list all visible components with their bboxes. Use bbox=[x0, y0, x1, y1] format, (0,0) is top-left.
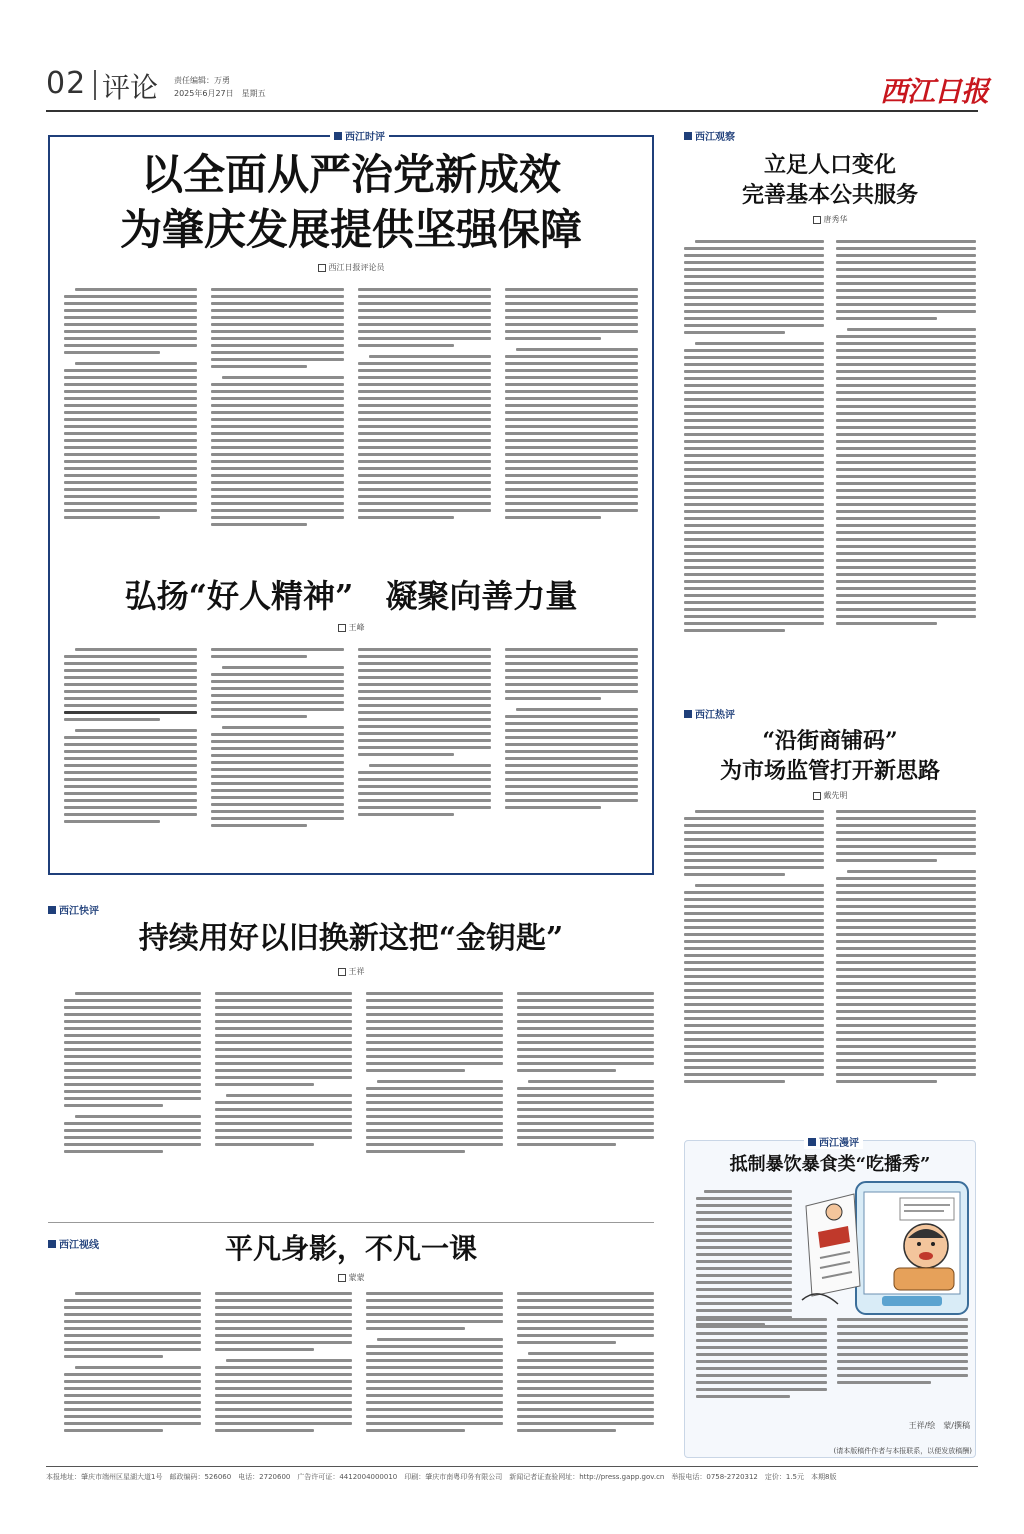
cartoon-headline: 抵制暴饮暴食类“吃播秀” bbox=[729, 1154, 931, 1175]
column-label: 西江视线 bbox=[59, 1240, 99, 1251]
tag-square-icon bbox=[808, 1138, 816, 1146]
lead-byline-text: 西江日报评论员 bbox=[328, 263, 385, 272]
article5-headline: 持续用好以旧换新这把“金钥匙” bbox=[138, 921, 564, 956]
article2-byline bbox=[60, 622, 642, 633]
tag-square-icon bbox=[48, 906, 56, 914]
tag-square-icon bbox=[684, 710, 692, 718]
byline-box-icon bbox=[338, 624, 346, 632]
article3-headline-line1: 立足人口变化 bbox=[763, 152, 896, 178]
text-column bbox=[64, 648, 197, 827]
tag-square-icon bbox=[48, 1240, 56, 1248]
column-tag bbox=[330, 128, 389, 143]
article3-byline bbox=[684, 214, 976, 225]
column-label: 西江快评 bbox=[59, 906, 99, 917]
text-column bbox=[215, 1292, 352, 1432]
article5-byline bbox=[60, 966, 642, 977]
paper-logo: 西江日报 bbox=[880, 75, 989, 108]
tag-square-icon bbox=[334, 132, 342, 140]
article3-body-text bbox=[684, 240, 976, 632]
column-label: 西江时评 bbox=[345, 132, 385, 143]
article2-body-text bbox=[64, 648, 638, 827]
column-tag bbox=[684, 128, 735, 143]
article5-body-text bbox=[64, 992, 654, 1153]
editor-line: 责任编辑：万勇 bbox=[174, 76, 230, 85]
article3-headline-line2: 完善基本公共服务 bbox=[741, 182, 918, 208]
text-column bbox=[505, 288, 638, 526]
column-tag bbox=[804, 1134, 863, 1149]
article4-headline-line1: “沿街商铺码” bbox=[762, 728, 898, 754]
article2-byline-text: 王峰 bbox=[348, 623, 365, 632]
byline-box-icon bbox=[813, 216, 821, 224]
text-column bbox=[684, 810, 824, 1083]
text-column bbox=[517, 992, 654, 1153]
column-tag bbox=[684, 706, 735, 721]
text-column bbox=[64, 1292, 201, 1432]
article4-byline-text: 戴先明 bbox=[823, 791, 848, 800]
footer-info: 本报地址：肇庆市端州区星湖大道1号 邮政编码：526060 电话：2720600 广告许可证：4412004000010 印刷：肇庆市南粤印务有限公司 新闻记者证查验网址：http://press.gapp.gov.cn 举报电话：0758-2720312 定价：1.5元 本期8版 bbox=[46, 1473, 837, 1481]
text-column bbox=[211, 288, 344, 526]
text-column bbox=[696, 1318, 827, 1398]
text-column bbox=[836, 810, 976, 1083]
column-label: 西江观察 bbox=[695, 132, 735, 143]
article6-body-text bbox=[64, 1292, 654, 1432]
text-column bbox=[837, 1318, 968, 1398]
text-column bbox=[505, 648, 638, 827]
article6-byline bbox=[60, 1272, 642, 1283]
text-column bbox=[358, 648, 491, 827]
lead-headline-line2: 为肇庆发展提供坚强保障 bbox=[119, 205, 582, 254]
text-column bbox=[696, 1190, 792, 1326]
article4-body-text bbox=[684, 810, 976, 1083]
text-column bbox=[215, 992, 352, 1153]
text-column bbox=[684, 240, 824, 632]
text-column bbox=[366, 992, 503, 1153]
text-column bbox=[64, 992, 201, 1153]
column-tag bbox=[48, 902, 99, 917]
article5-byline-text: 王祥 bbox=[348, 967, 365, 976]
date-line: 2025年6月27日 星期五 bbox=[174, 89, 266, 98]
cartoon-credit: (请本版稿件作者与本报联系，以便发放稿酬) bbox=[833, 1447, 972, 1455]
lead-byline bbox=[60, 262, 642, 273]
article6-headline: 平凡身影，不凡一课 bbox=[224, 1232, 477, 1265]
masthead-divider bbox=[94, 70, 96, 100]
byline-box-icon bbox=[338, 1274, 346, 1282]
lead-headline-line1: 以全面从严治党新成效 bbox=[140, 150, 561, 199]
article6-byline-text: 蒙蒙 bbox=[348, 1273, 365, 1282]
cartoon-author: 王祥/绘 蒙/撰稿 bbox=[908, 1421, 970, 1430]
text-column bbox=[64, 288, 197, 526]
section-divider bbox=[48, 1222, 654, 1223]
text-column bbox=[366, 1292, 503, 1432]
tag-square-icon bbox=[684, 132, 692, 140]
section-name: 评论 bbox=[102, 71, 159, 104]
article4-byline bbox=[684, 790, 976, 801]
byline-box-icon bbox=[318, 264, 326, 272]
byline-box-icon bbox=[813, 792, 821, 800]
column-label: 西江漫评 bbox=[819, 1138, 859, 1149]
text-column bbox=[211, 648, 344, 827]
text-column bbox=[517, 1292, 654, 1432]
text-column bbox=[836, 240, 976, 632]
masthead-rule bbox=[46, 110, 978, 112]
byline-box-icon bbox=[338, 968, 346, 976]
cartoon-text-bottom bbox=[696, 1318, 968, 1398]
article4-headline-line2: 为市场监管打开新思路 bbox=[719, 758, 940, 784]
column-label: 西江热评 bbox=[695, 710, 735, 721]
text-column bbox=[358, 288, 491, 526]
page-number: 02 bbox=[46, 66, 87, 101]
footer-rule bbox=[46, 1466, 978, 1467]
lead-body-text bbox=[64, 288, 638, 526]
article3-byline-text: 唐秀华 bbox=[823, 215, 848, 224]
cartoon-text-left bbox=[696, 1190, 792, 1326]
cartoon-illustration bbox=[798, 1176, 970, 1318]
article2-headline: 弘扬“好人精神” 凝聚向善力量 bbox=[124, 577, 578, 615]
